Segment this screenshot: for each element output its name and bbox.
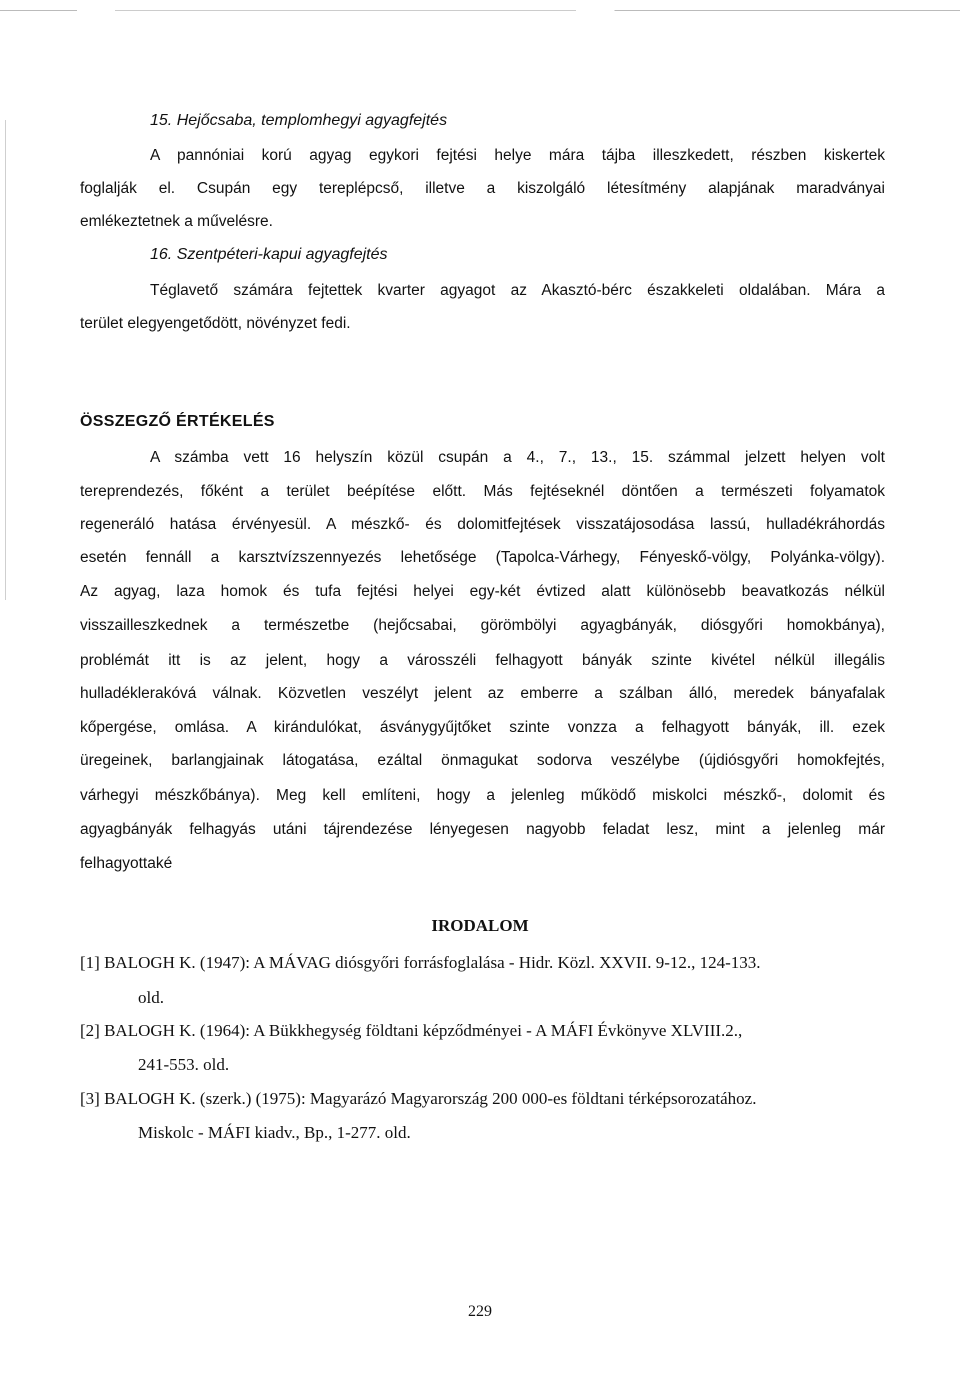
summary-line-13: felhagyottaké — [80, 855, 173, 872]
summary-line-9: kőpergése, omlása. A kirándulókat, ásványgyűjtőket szinte vonzza a felhagyott bányák, ill. ezek — [80, 719, 885, 736]
section-15-line-2: foglalják el. Csupán egy tereplépcső, illetve a kiszolgáló létesítmény alapjának maradványai — [80, 180, 885, 197]
summary-line-10: üregeinek, barlangjainak látogatása, ezáltal önmagukat sodorva veszélybe (újdiósgyőri homokfejtés, — [80, 752, 885, 769]
section-16-line-1: Téglavető számára fejtettek kvarter agyagot az Akasztó-bérc északkeleti oldalában. Mára a — [150, 282, 885, 299]
summary-line-2: tereprendezés, főként a terület beépítése előtt. Más fejtéseknél döntően a természeti folyamatok — [80, 483, 885, 500]
summary-heading: ÖSSZEGZŐ ÉRTÉKELÉS — [80, 413, 275, 430]
summary-line-11: várhegyi mészkőbánya). Meg kell említeni, hogy a jelenleg működő miskolci mészkő-, dolomit és — [80, 787, 885, 804]
section-16-line-2: terület elegyengetődött, növényzet fedi. — [80, 315, 351, 332]
scan-artifact-top — [0, 10, 960, 11]
scan-artifact-left — [5, 120, 6, 600]
section-15-title: 15. Hejőcsaba, templomhegyi agyagfejtés — [150, 112, 448, 129]
section-15-line-1: A pannóniai korú agyag egykori fejtési helye mára tájba illeszkedett, részben kiskertek — [150, 147, 885, 164]
reference-3-line-1: [3] BALOGH K. (szerk.) (1975): Magyarázó Magyarország 200 000-es földtani térképsorozatához. — [80, 1089, 757, 1108]
summary-line-3: regeneráló hatása érvényesül. A mészkő- és dolomitfejtések visszatájosodása lassú, hulladékráhordás — [80, 516, 885, 533]
summary-line-6: visszailleszkednek a természetbe (hejőcsabai, görömbölyi agyagbányák, diósgyőri homokbánya), — [80, 617, 885, 634]
section-15-line-3: emlékeztetnek a művelésre. — [80, 213, 273, 230]
reference-2-line-2: 241-553. old. — [138, 1055, 230, 1074]
summary-line-8: hulladéklerakóvá válnak. Közvetlen veszélyt jelent az emberre a szálban álló, meredek bányafalak — [80, 685, 885, 702]
reference-1-line-1: [1] BALOGH K. (1947): A MÁVAG diósgyőri forrásfoglalása - Hidr. Közl. XXVII. 9-12., 124-133. — [80, 953, 761, 972]
reference-2-line-1: [2] BALOGH K. (1964): A Bükkhegység földtani képződményei - A MÁFI Évkönyve XLVIII.2., — [80, 1021, 743, 1040]
reference-1-line-2: old. — [138, 988, 164, 1007]
summary-line-7: problémát itt is az jelent, hogy a városszéli felhagyott bányák szinte kivétel nélkül illegális — [80, 652, 885, 669]
page-number: 229 — [468, 1303, 492, 1320]
references-heading: IRODALOM — [431, 916, 529, 935]
reference-3-line-2: Miskolc - MÁFI kiadv., Bp., 1-277. old. — [138, 1123, 411, 1142]
summary-line-1: A számba vett 16 helyszín közül csupán a 4., 7., 13., 15. számmal jelzett helyen volt — [150, 449, 885, 466]
summary-line-4: esetén fennáll a karsztvízszennyezés lehetősége (Tapolca-Várhegy, Fényeskő-völgy, Polyánka-völgy). — [80, 549, 885, 566]
section-16-title: 16. Szentpéteri-kapui agyagfejtés — [150, 246, 388, 263]
summary-line-12: agyagbányák felhagyás utáni tájrendezése lényegesen nagyobb feladat lesz, mint a jelenleg már — [80, 821, 885, 838]
summary-line-5: Az agyag, laza homok és tufa fejtési helyei egy-két évtized alatt különösebb beavatkozás nélkül — [80, 583, 885, 600]
